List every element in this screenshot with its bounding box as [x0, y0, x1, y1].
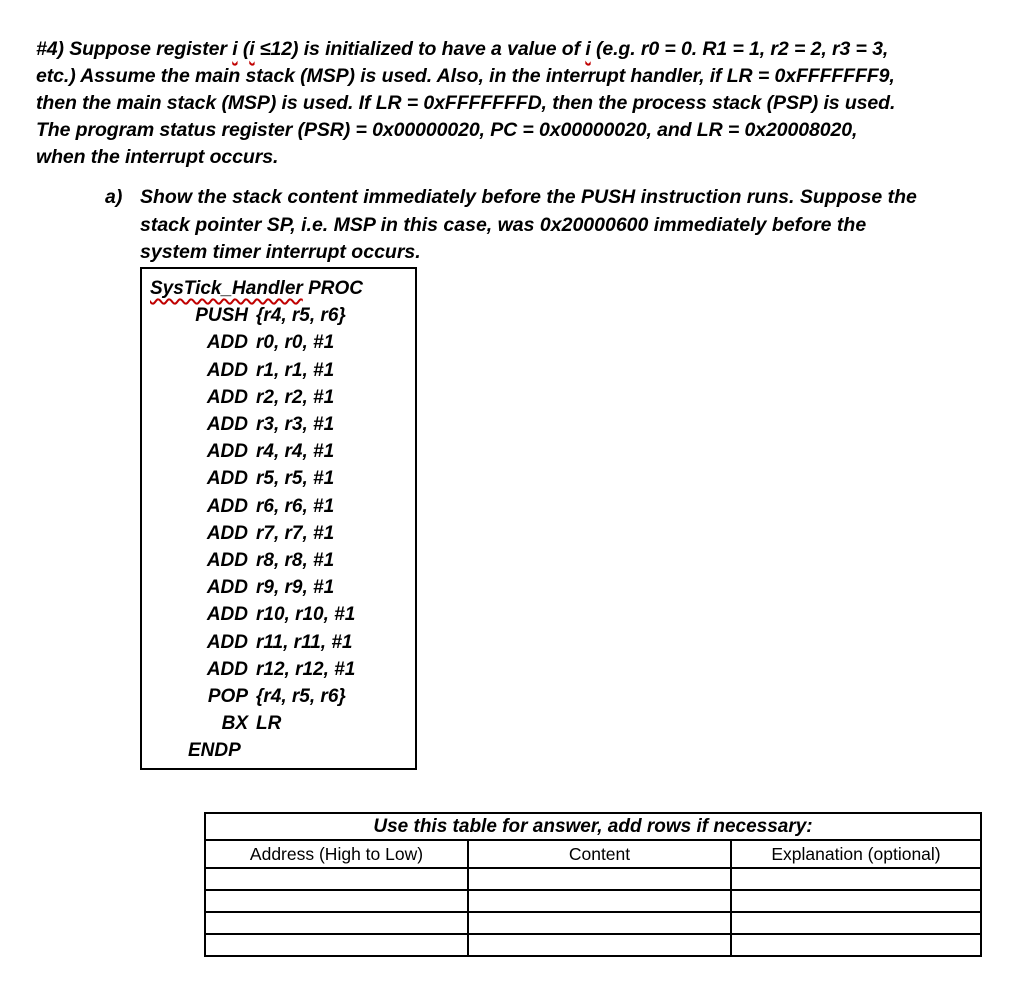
question-line: etc.) Assume the main stack (MSP) is used. Also, in the interrupt handler, if LR = 0xFFFFFFF9, [36, 65, 895, 87]
answer-cell [731, 912, 981, 934]
table-caption: Use this table for answer, add rows if necessary: [205, 813, 981, 840]
answer-cell [205, 890, 468, 912]
answer-cell [205, 868, 468, 890]
assembly-code-box [140, 267, 417, 770]
question-line [36, 36, 996, 63]
question-text: ≤12) is initialized to have a value of [254, 38, 586, 60]
operands: r11, r11, #1 [256, 631, 353, 653]
code-instruction [142, 302, 415, 329]
question-paragraph [36, 36, 996, 171]
answer-cell [731, 868, 981, 890]
operands: r2, r2, #1 [256, 386, 335, 408]
spellcheck-word: SysTick_Handler [150, 278, 303, 299]
question-line: then the main stack (MSP) is used. If LR = 0xFFFFFFFD, then the process stack (PSP) is used. [36, 92, 896, 114]
table-row [205, 912, 981, 934]
table-row [205, 890, 981, 912]
operands: r7, r7, #1 [256, 522, 335, 544]
column-header-content: Content [468, 840, 731, 868]
spellcheck-word: i [232, 38, 238, 60]
answer-table [204, 812, 982, 957]
mnemonic: ADD [206, 414, 248, 436]
mnemonic: ADD [206, 468, 248, 490]
table-caption-row [205, 813, 981, 840]
operands: r0, r0, #1 [256, 332, 335, 354]
answer-cell [731, 934, 981, 956]
list-marker: a) [105, 186, 123, 208]
code-instruction [142, 329, 415, 356]
answer-cell [731, 890, 981, 912]
mnemonic: ADD [206, 332, 248, 354]
mnemonic: PUSH [195, 305, 248, 327]
code-instruction [142, 411, 415, 438]
spellcheck-word: i [585, 38, 591, 60]
table-row [205, 934, 981, 956]
table-header-row [205, 840, 981, 868]
code-instruction [142, 656, 415, 683]
mnemonic: ADD [206, 441, 248, 463]
table-row [205, 868, 981, 890]
column-header-explanation: Explanation (optional) [731, 840, 981, 868]
operands: r12, r12, #1 [256, 658, 356, 680]
operands: r3, r3, #1 [256, 414, 335, 436]
code-instruction [142, 629, 415, 656]
question-text: #4) Suppose register [36, 38, 233, 60]
mnemonic: ADD [206, 577, 248, 599]
code-instruction [142, 574, 415, 601]
operands: r4, r4, #1 [256, 441, 335, 463]
operands: {r4, r5, r6} [256, 686, 346, 708]
code-label-line [142, 275, 415, 302]
mnemonic: ADD [206, 359, 248, 381]
subquestion-line [105, 184, 917, 212]
code-instruction [142, 493, 415, 520]
answer-cell [468, 934, 731, 956]
answer-cell [468, 868, 731, 890]
operands: r6, r6, #1 [256, 495, 335, 517]
column-header-address: Address (High to Low) [205, 840, 468, 868]
mnemonic: ADD [206, 386, 248, 408]
code-instruction [142, 438, 415, 465]
question-text: (e.g. r0 = 0. R1 = 1, r2 = 2, r3 = 3, [590, 38, 889, 60]
answer-cell [205, 912, 468, 934]
mnemonic: ADD [206, 604, 248, 626]
mnemonic: BX [221, 713, 248, 735]
operands: {r4, r5, r6} [256, 305, 346, 327]
code-instruction [142, 601, 415, 628]
subquestion-text: Show the stack content immediately before the PUSH instruction runs. Suppose the [140, 186, 917, 208]
endp-keyword: ENDP [188, 740, 241, 762]
code-instruction [142, 520, 415, 547]
spellcheck-word: i [249, 38, 255, 60]
operands: r8, r8, #1 [256, 550, 335, 572]
answer-cell [205, 934, 468, 956]
answer-cell [468, 912, 731, 934]
code-instruction [142, 384, 415, 411]
code-instruction [142, 547, 415, 574]
code-instruction [142, 710, 415, 737]
operands: r10, r10, #1 [256, 604, 356, 626]
mnemonic: ADD [206, 550, 248, 572]
operands: r1, r1, #1 [256, 359, 335, 381]
question-line: The program status register (PSR) = 0x00000020, PC = 0x00000020, and LR = 0x20008020, [36, 119, 858, 141]
code-instruction [142, 357, 415, 384]
mnemonic: POP [207, 686, 248, 708]
question-text: ( [237, 38, 250, 60]
mnemonic: ADD [206, 631, 248, 653]
subquestion-a [105, 184, 917, 267]
mnemonic: ADD [206, 658, 248, 680]
code-instruction [142, 465, 415, 492]
subquestion-line: system timer interrupt occurs. [140, 241, 421, 263]
operands: LR [256, 713, 282, 735]
answer-cell [468, 890, 731, 912]
operands: r5, r5, #1 [256, 468, 335, 490]
mnemonic: ADD [206, 522, 248, 544]
proc-keyword: PROC [302, 278, 363, 299]
operands: r9, r9, #1 [256, 577, 335, 599]
question-line: when the interrupt occurs. [36, 146, 279, 168]
code-instruction [142, 683, 415, 710]
subquestion-line: stack pointer SP, i.e. MSP in this case, was 0x20000600 immediately before the [140, 213, 867, 236]
mnemonic: ADD [206, 495, 248, 517]
